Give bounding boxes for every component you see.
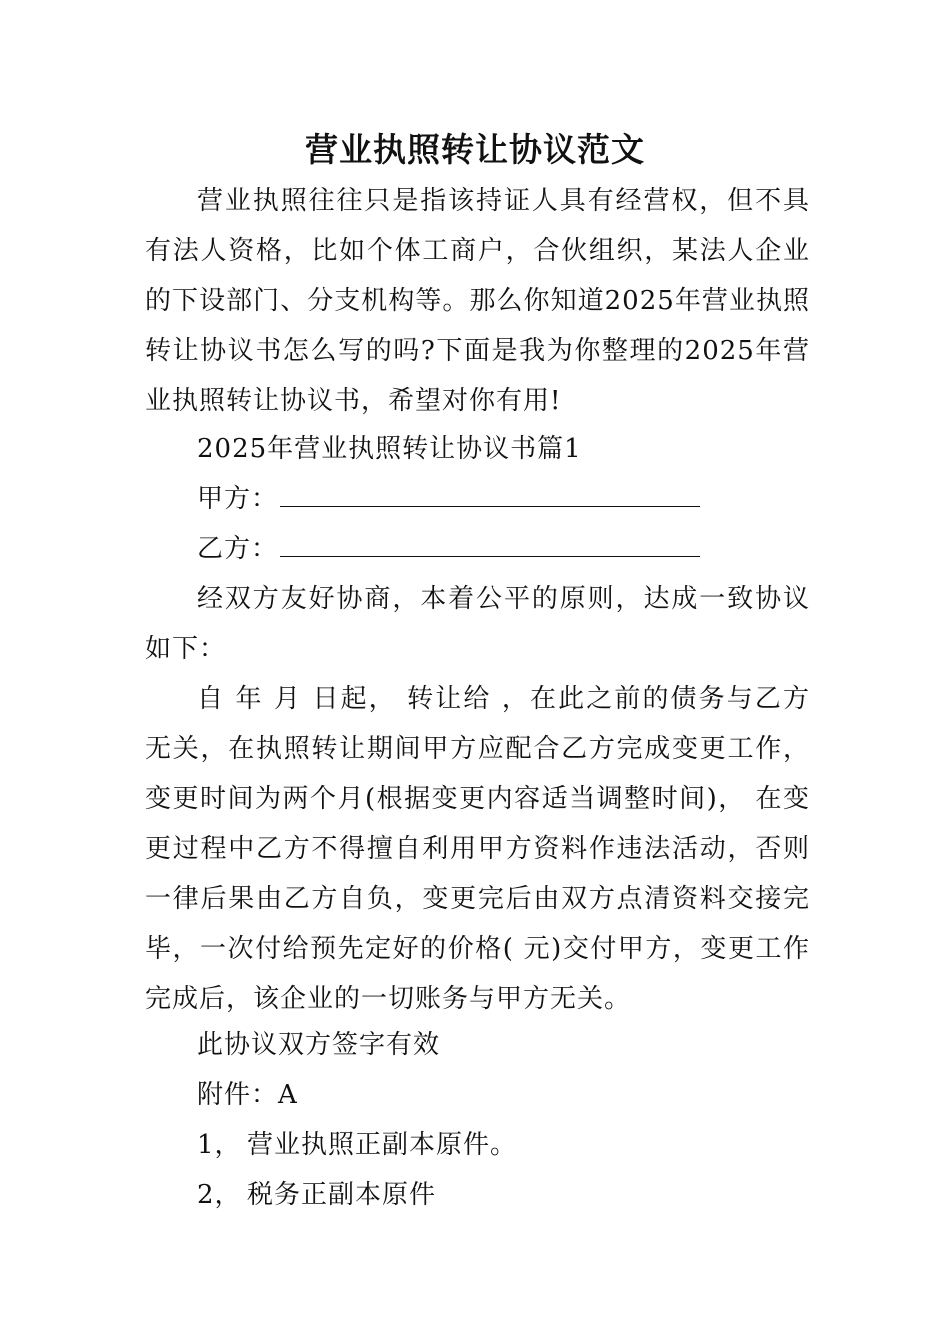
attachment-item (197, 1120, 517, 1170)
party-b-blank (280, 530, 700, 557)
party-a-blank (280, 480, 700, 507)
section-heading: 2025年营业执照转让协议书篇1 (197, 434, 582, 464)
attachment-text: 营业执照正副本原件。 (247, 1130, 518, 1160)
consensus-paragraph: 经双方友好协商，本着公平的原则，达成一致协议如下： (145, 584, 810, 664)
validity-statement: 此协议双方签字有效 (197, 1030, 441, 1060)
document-title: 营业执照转让协议范文 (305, 130, 645, 169)
party-a-label: 甲方： (197, 484, 279, 514)
attachment-item (197, 1170, 436, 1220)
party-b-line (197, 524, 700, 574)
attachment-number: 2， (197, 1180, 242, 1210)
party-a-line (197, 474, 700, 524)
intro-paragraph: 营业执照往往只是指该持证人具有经营权，但不具有法人资格，比如个体工商户，合伙组织，某法人企业的下设部门、分支机构等。那么你知道2025年营业执照转让协议书怎么写的吗?下面是我为你整理的2025年营业执照转让协议书，希望对你有用! (145, 186, 810, 416)
attachment-text: 税务正副本原件 (247, 1180, 437, 1210)
party-b-label: 乙方： (197, 534, 279, 564)
attachment-label: 附件：A (197, 1080, 298, 1110)
transfer-clause-paragraph: 自 年 月 日起， 转让给 ，在此之前的债务与乙方无关，在执照转让期间甲方应配合乙方完成变更工作，变更时间为两个月(根据变更内容适当调整时间)， 在变更过程中乙方不得擅自利用甲方资料作违法活动，否则一律后果由乙方自负，变更完后由双方点清资料交接完毕，一次付给预先定好的价格( 元)交付甲方，变更工作完成后，该企业的一切账务与甲方无关。 (145, 684, 810, 1014)
attachment-number: 1， (197, 1130, 242, 1160)
